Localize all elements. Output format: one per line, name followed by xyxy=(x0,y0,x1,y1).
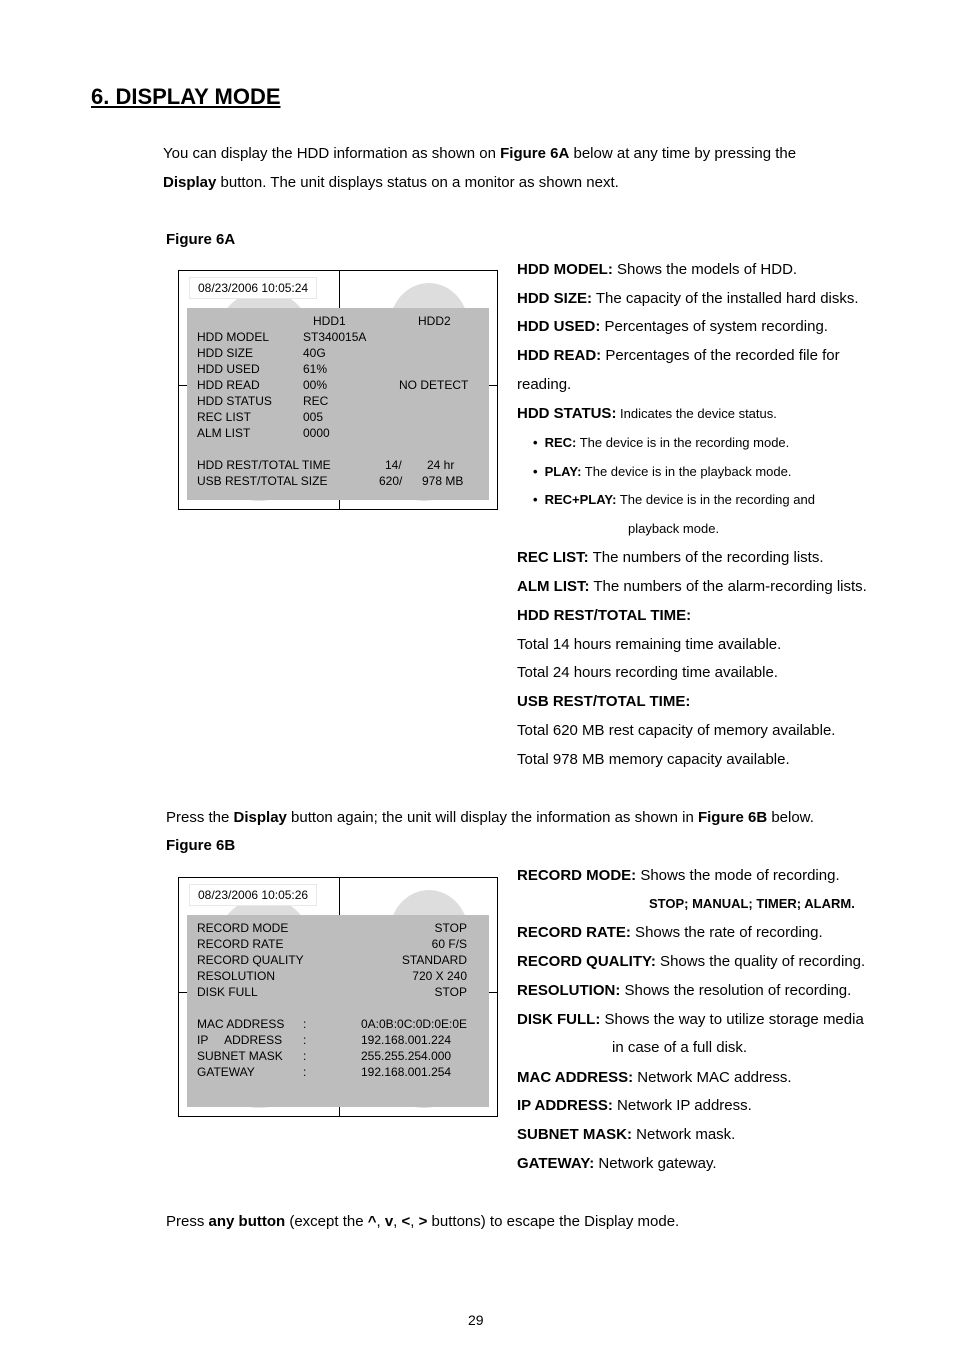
desc-status-recplay: • REC+PLAY: The device is in the recording and xyxy=(533,490,815,510)
row-value-hdd1: 40G xyxy=(303,346,326,360)
desc-hdd-model: HDD MODEL: Shows the models of HDD. xyxy=(517,261,798,278)
row-label: HDD USED xyxy=(197,362,260,376)
timestamp: 08/23/2006 10:05:24 xyxy=(189,277,317,299)
row-label: REC LIST xyxy=(197,410,252,424)
desc-alm-list: ALM LIST: The numbers of the alarm-recording lists. xyxy=(517,578,867,595)
row-value-hdd1: 61% xyxy=(303,362,328,376)
desc-hdd-time-1: Total 14 hours remaining time available. xyxy=(517,636,782,653)
network-separator: : xyxy=(303,1049,307,1063)
network-separator: : xyxy=(303,1033,307,1047)
desc-hdd-used: HDD USED: Percentages of system recording. xyxy=(517,318,828,335)
desc-usb-time-2: Total 978 MB memory capacity available. xyxy=(517,751,790,768)
row-value: STOP xyxy=(434,921,467,935)
desc-subnet-mask: SUBNET MASK: Network mask. xyxy=(517,1126,736,1143)
row-label: RESOLUTION xyxy=(197,969,276,983)
row-label: HDD SIZE xyxy=(197,346,254,360)
desc-ip-address: IP ADDRESS: Network IP address. xyxy=(517,1097,752,1114)
page-number: 29 xyxy=(468,1312,484,1328)
desc-disk-full-cont: in case of a full disk. xyxy=(612,1039,748,1056)
row-value-hdd2: NO DETECT xyxy=(399,378,469,392)
row-value-hdd1: REC xyxy=(303,394,329,408)
desc-hdd-read: HDD READ: Percentages of the recorded file for xyxy=(517,347,840,364)
row-value-hdd1: 00% xyxy=(303,378,328,392)
network-value: 0A:0B:0C:0D:0E:0E xyxy=(361,1017,468,1031)
row-value: STANDARD xyxy=(401,953,467,967)
desc-status-recplay-cont: playback mode. xyxy=(628,521,720,536)
desc-hdd-read-cont: reading. xyxy=(517,376,572,393)
desc-disk-full: DISK FULL: Shows the way to utilize storage media xyxy=(517,1011,864,1028)
desc-hdd-time: HDD REST/TOTAL TIME: xyxy=(517,607,692,624)
row-label: HDD READ xyxy=(197,378,260,392)
desc-hdd-size: HDD SIZE: The capacity of the installed hard disks. xyxy=(517,290,859,307)
network-label: IP ADDRESS xyxy=(197,1033,283,1047)
network-value: 192.168.001.224 xyxy=(361,1033,452,1047)
network-label: GATEWAY xyxy=(197,1065,255,1079)
page-title: 6. DISPLAY MODE xyxy=(91,84,281,109)
desc-hdd-status: HDD STATUS: Indicates the device status. xyxy=(517,405,777,422)
intro-line-1: You can display the HDD information as shown on Figure 6A below at any time by pressing the xyxy=(163,145,797,162)
row-value-hdd1: 005 xyxy=(303,410,324,424)
hdd2-header: HDD2 xyxy=(418,314,451,328)
timestamp: 08/23/2006 10:05:26 xyxy=(189,884,317,906)
desc-hdd-time-2: Total 24 hours recording time available. xyxy=(517,664,778,681)
desc-record-mode: RECORD MODE: Shows the mode of recording. xyxy=(517,867,840,884)
figure-6b-monitor xyxy=(178,877,498,1117)
desc-rec-list: REC LIST: The numbers of the recording lists. xyxy=(517,549,824,566)
hdd-time-total: 24 hr xyxy=(427,458,455,472)
figure-6b-label: Figure 6B xyxy=(166,837,236,854)
network-value: 192.168.001.254 xyxy=(361,1065,452,1079)
usb-size-rest: 620/ xyxy=(379,474,403,488)
network-label: MAC ADDRESS xyxy=(197,1017,285,1031)
figure-6a-monitor xyxy=(178,270,498,510)
row-label: DISK FULL xyxy=(197,985,258,999)
row-value-hdd1: ST340015A xyxy=(303,330,367,344)
desc-resolution: RESOLUTION: Shows the resolution of recording. xyxy=(517,982,852,999)
desc-status-play: • PLAY: The device is in the playback mode. xyxy=(533,462,791,482)
hdd-time-label: HDD REST/TOTAL TIME xyxy=(197,458,331,472)
network-label: SUBNET MASK xyxy=(197,1049,283,1063)
row-label: RECORD QUALITY xyxy=(197,953,304,967)
row-value: STOP xyxy=(434,985,467,999)
desc-usb-time-1: Total 620 MB rest capacity of memory available. xyxy=(517,722,836,739)
network-separator: : xyxy=(303,1017,307,1031)
row-value-hdd1: 0000 xyxy=(303,426,330,440)
row-value: 720 X 240 xyxy=(412,969,467,983)
row-label: RECORD MODE xyxy=(197,921,289,935)
press-again-text: Press the Display button again; the unit will display the information as shown in Figure 6B below. xyxy=(166,809,814,826)
escape-instruction: Press any button (except the ^, v, <, > buttons) to escape the Display mode. xyxy=(166,1213,680,1230)
desc-record-quality: RECORD QUALITY: Shows the quality of recording. xyxy=(517,953,866,970)
desc-gateway: GATEWAY: Network gateway. xyxy=(517,1155,717,1172)
desc-mac-address: MAC ADDRESS: Network MAC address. xyxy=(517,1069,792,1086)
desc-record-mode-options: STOP; MANUAL; TIMER; ALARM. xyxy=(649,896,855,911)
record-info-panel xyxy=(187,915,489,1107)
row-label: HDD MODEL xyxy=(197,330,270,344)
hdd1-header: HDD1 xyxy=(313,314,346,328)
hdd-time-rest: 14/ xyxy=(385,458,402,472)
desc-usb-time: USB REST/TOTAL TIME: xyxy=(517,693,691,710)
desc-status-rec: • REC: The device is in the recording mode. xyxy=(533,433,789,453)
row-value: 60 F/S xyxy=(431,937,467,951)
usb-size-total: 978 MB xyxy=(422,474,464,488)
hdd-info-panel xyxy=(187,308,489,500)
row-label: ALM LIST xyxy=(197,426,251,440)
network-separator: : xyxy=(303,1065,307,1079)
usb-size-label: USB REST/TOTAL SIZE xyxy=(197,474,328,488)
desc-record-rate: RECORD RATE: Shows the rate of recording. xyxy=(517,924,823,941)
row-label: HDD STATUS xyxy=(197,394,272,408)
figure-6a-label: Figure 6A xyxy=(166,231,236,248)
row-label: RECORD RATE xyxy=(197,937,284,951)
intro-line-2: Display button. The unit displays status on a monitor as shown next. xyxy=(163,174,619,191)
network-value: 255.255.254.000 xyxy=(361,1049,452,1063)
